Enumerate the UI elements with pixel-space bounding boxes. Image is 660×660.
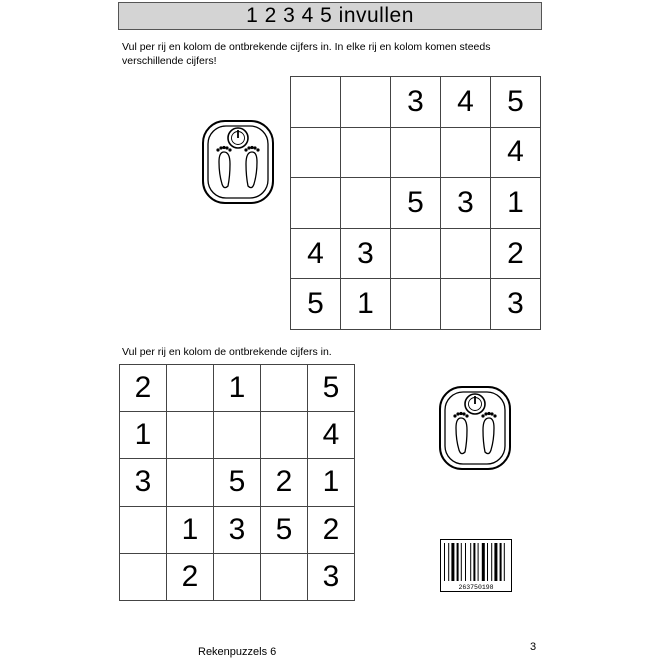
barcode-bar [444, 543, 445, 581]
grid-cell: 3 [441, 178, 491, 229]
barcode-bar [478, 543, 479, 581]
grid-cell[interactable] [120, 507, 167, 554]
grid-cell: 2 [167, 554, 214, 601]
grid-cell[interactable] [441, 279, 491, 330]
barcode-bar [491, 543, 492, 581]
grid-cell[interactable] [261, 365, 308, 412]
grid-cell: 1 [120, 412, 167, 459]
grid-cell[interactable] [167, 459, 214, 506]
grid-cell[interactable] [167, 365, 214, 412]
grid-cell[interactable] [391, 279, 441, 330]
grid-cell: 2 [308, 507, 355, 554]
grid-cell[interactable] [341, 77, 391, 128]
grid-cell[interactable] [214, 412, 261, 459]
barcode-number: 263750198 [458, 584, 494, 591]
grid-cell: 1 [308, 459, 355, 506]
grid-cell: 4 [441, 77, 491, 128]
grid-cell: 1 [341, 279, 391, 330]
grid-cell[interactable] [391, 128, 441, 179]
grid-cell: 5 [391, 178, 441, 229]
grid-cell[interactable] [261, 554, 308, 601]
grid-cell: 5 [261, 507, 308, 554]
grid-cell[interactable] [291, 128, 341, 179]
barcode-bar [482, 543, 485, 581]
grid-cell[interactable] [291, 77, 341, 128]
barcode-bar [451, 543, 454, 581]
grid-cell: 3 [214, 507, 261, 554]
barcode-bar [473, 543, 475, 581]
grid-cell[interactable] [167, 412, 214, 459]
grid-cell: 3 [308, 554, 355, 601]
barcode-bar [487, 543, 488, 581]
page-title: 1 2 3 4 5 invullen [246, 4, 414, 27]
barcode-bar [465, 543, 466, 581]
grid-cell: 2 [120, 365, 167, 412]
grid-cell: 5 [291, 279, 341, 330]
grid-cell[interactable] [214, 554, 261, 601]
bathroom-scale-icon [200, 118, 276, 206]
grid-cell: 3 [341, 229, 391, 280]
grid-cell[interactable] [341, 178, 391, 229]
grid-cell[interactable] [441, 128, 491, 179]
grid-cell[interactable] [441, 229, 491, 280]
page-title-bar [118, 2, 542, 30]
barcode-bar [457, 543, 459, 581]
barcode-bar [504, 543, 505, 581]
grid-cell: 1 [214, 365, 261, 412]
grid-cell[interactable] [261, 412, 308, 459]
grid-cell: 3 [491, 279, 541, 330]
grid-cell: 3 [391, 77, 441, 128]
grid-cell: 3 [120, 459, 167, 506]
grid-cell: 4 [308, 412, 355, 459]
barcode-bar [448, 543, 449, 581]
grid-cell[interactable] [391, 229, 441, 280]
puzzle1-grid [290, 76, 541, 330]
footer-page-number: 3 [530, 641, 537, 653]
barcode-bar [500, 543, 502, 581]
grid-cell: 4 [491, 128, 541, 179]
puzzle1-instruction: Vul per rij en kolom de ontbrekende cijfers in. In elke rij en kolom komen steeds verschillende cijfers! [122, 41, 491, 67]
grid-cell[interactable] [120, 554, 167, 601]
grid-cell[interactable] [291, 178, 341, 229]
grid-cell: 5 [308, 365, 355, 412]
barcode-bar [461, 543, 462, 581]
grid-cell[interactable] [341, 128, 391, 179]
grid-cell: 4 [291, 229, 341, 280]
grid-cell: 2 [261, 459, 308, 506]
puzzle2-instruction: Vul per rij en kolom de ontbrekende cijfers in. [122, 346, 332, 358]
grid-cell: 5 [214, 459, 261, 506]
grid-cell: 5 [491, 77, 541, 128]
footer-book-title: Rekenpuzzels 6 [198, 646, 277, 658]
grid-cell: 1 [491, 178, 541, 229]
grid-cell: 2 [491, 229, 541, 280]
grid-cell: 1 [167, 507, 214, 554]
barcode-bar [470, 543, 471, 581]
bathroom-scale-icon [437, 384, 513, 472]
barcode-icon [440, 539, 512, 592]
barcode-bar [494, 543, 497, 581]
puzzle2-grid [119, 364, 355, 601]
